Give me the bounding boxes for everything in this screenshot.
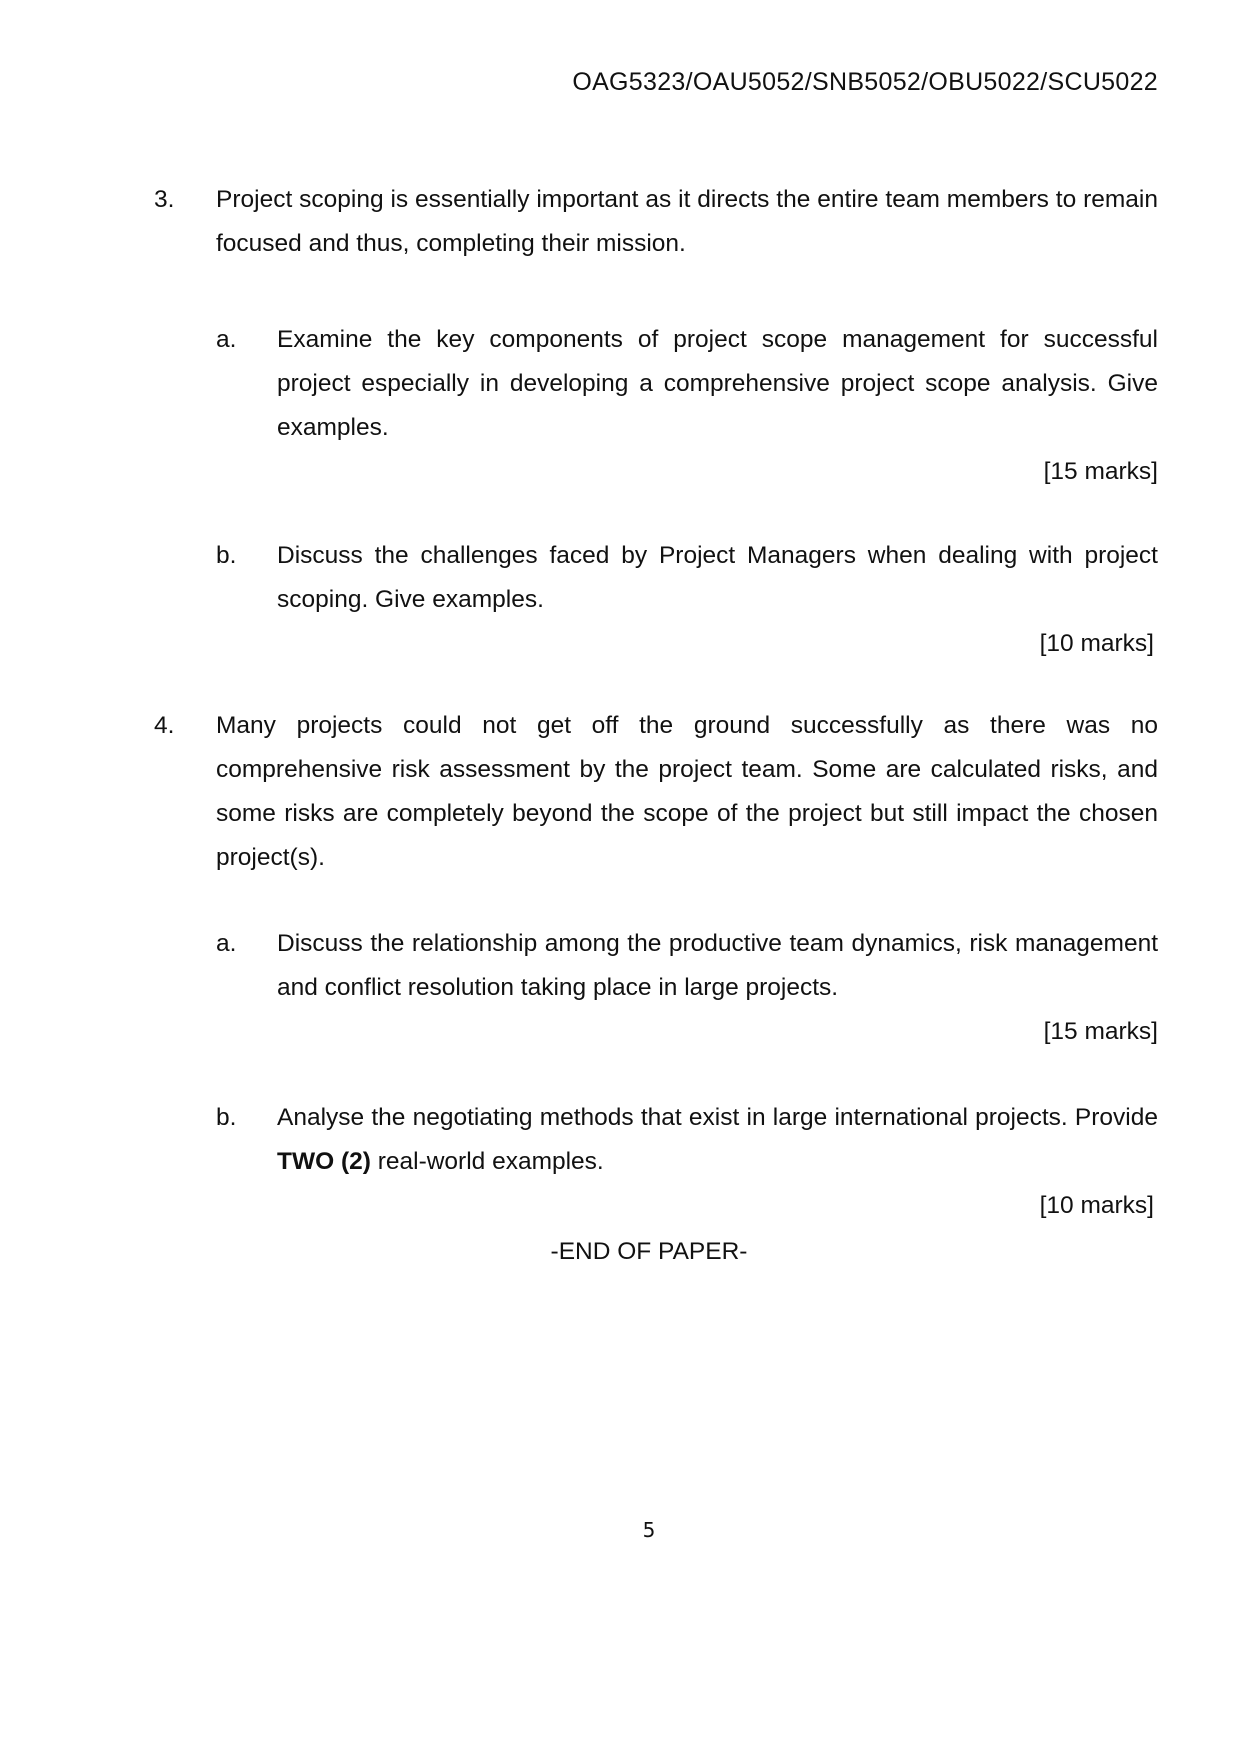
part-text: Discuss the relationship among the productive team dynamics, risk management and conflict resolution taking place in large projects. bbox=[277, 930, 1158, 1001]
question-stem: Many projects could not get off the ground successfully as there was no comprehensive risk assessment by the project team. Some are calculated risks, and some risks are completely beyond the scope of the project but still impact the chosen project(s). bbox=[216, 712, 1158, 871]
marks-label: [15 marks] bbox=[1043, 1018, 1158, 1045]
part-letter: b. bbox=[216, 542, 237, 569]
part-text bbox=[277, 1096, 1158, 1184]
part-letter: b. bbox=[216, 1104, 237, 1131]
part-text-bold: TWO (2) bbox=[277, 1148, 371, 1175]
part-text: Examine the key components of project scope management for successful project especially in developing a comprehensive project scope analysis. Give examples. bbox=[277, 326, 1158, 441]
part-text: Discuss the challenges faced by Project Managers when dealing with project scoping. Give examples. bbox=[277, 542, 1158, 613]
question-4a bbox=[216, 922, 1158, 1054]
marks-label: [15 marks] bbox=[1043, 458, 1158, 485]
question-stem: Project scoping is essentially important as it directs the entire team members to remain focused and thus, completing their mission. bbox=[216, 186, 1158, 257]
page-number: 5 bbox=[642, 1518, 656, 1542]
part-text-before: Analyse the negotiating methods that exist in large international projects. Provide bbox=[277, 1104, 1158, 1131]
part-letter: a. bbox=[216, 930, 237, 957]
question-4 bbox=[154, 704, 1158, 1219]
part-text-after: real-world examples. bbox=[370, 1148, 604, 1175]
question-4b bbox=[216, 1096, 1158, 1228]
question-number: 3. bbox=[154, 186, 175, 213]
question-3b bbox=[216, 534, 1158, 666]
question-3 bbox=[154, 178, 1158, 657]
marks-label: [10 marks] bbox=[1039, 1192, 1154, 1219]
course-codes-header: OAG5323/OAU5052/SNB5052/OBU5022/SCU5022 bbox=[572, 68, 1158, 96]
question-3a bbox=[216, 318, 1158, 494]
marks-label: [10 marks] bbox=[1039, 630, 1154, 657]
end-of-paper: -END OF PAPER- bbox=[550, 1238, 748, 1265]
question-number: 4. bbox=[154, 712, 175, 739]
part-letter: a. bbox=[216, 326, 237, 353]
